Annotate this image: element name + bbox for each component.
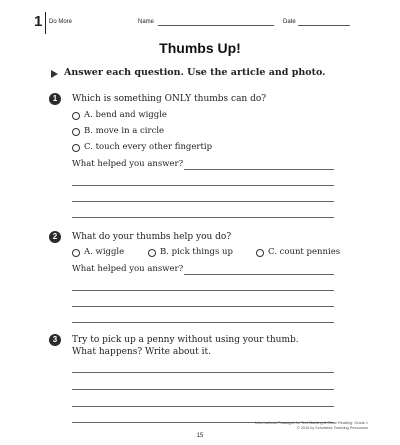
date-field[interactable] [298,25,350,26]
name-field[interactable] [158,25,274,26]
question-2-text: What do your thumbs help you do? [72,232,232,242]
question-1-option-b[interactable] [72,126,164,137]
question-1-write-line[interactable] [72,201,334,202]
page-title: Thumbs Up! [159,40,241,56]
question-1-helped-label: What helped you answer? [72,159,184,169]
question-3-text-line-2: What happens? Write about it. [72,347,212,357]
question-3-text-line-1: Try to pick up a penny without using your thumb. [72,335,299,345]
question-2-write-line[interactable] [72,306,334,307]
option-label: A. bend and wiggle [84,110,167,120]
question-2-write-line[interactable] [72,322,334,323]
option-label: C. count pennies [268,247,341,257]
question-1-write-line[interactable] [72,185,334,186]
question-1-text: Which is something ONLY thumbs can do? [72,94,267,104]
radio-circle-icon [148,249,156,257]
copyright-credit [248,421,368,431]
question-1-option-c[interactable] [72,142,212,153]
radio-circle-icon [256,249,264,257]
date-label: Date [283,19,296,25]
section-label: Do More [49,19,73,25]
instructions: Answer each question. Use the article and photo. [64,67,326,78]
credit-line-1: Informational Passages for Text Marking & Close Reading: Grade 1 [254,421,368,425]
question-2-helped-line[interactable] [184,274,334,275]
option-label: A. wiggle [84,247,125,257]
name-label: Name [138,19,155,25]
unit-number: 1 [34,13,43,30]
question-2-option-b[interactable] [148,247,233,258]
question-1-option-a[interactable] [72,110,167,121]
question-3-write-line[interactable] [72,389,334,390]
question-2-option-a[interactable] [72,247,124,258]
question-number-3: 3 [49,334,61,346]
credit-line-2: © 2015 by Scholastic Teaching Resources [296,426,368,430]
question-3-write-line[interactable] [72,406,334,407]
radio-circle-icon [72,128,80,136]
question-2-option-c[interactable] [256,247,340,258]
page-number: 15 [196,433,204,439]
question-3-write-line[interactable] [72,372,334,373]
option-label: C. touch every other fingertip [84,142,213,152]
radio-circle-icon [72,112,80,120]
question-number-2: 2 [49,231,61,243]
radio-circle-icon [72,249,80,257]
question-number-1: 1 [49,93,61,105]
option-label: B. pick things up [160,247,233,257]
question-2-write-line[interactable] [72,290,334,291]
header-divider [45,12,46,34]
question-1-write-line[interactable] [72,217,334,218]
option-label: B. move in a circle [84,126,165,136]
radio-circle-icon [72,144,80,152]
question-2-helped-label: What helped you answer? [72,264,184,274]
question-1-helped-line[interactable] [184,169,334,170]
arrow-right-icon [51,70,58,78]
